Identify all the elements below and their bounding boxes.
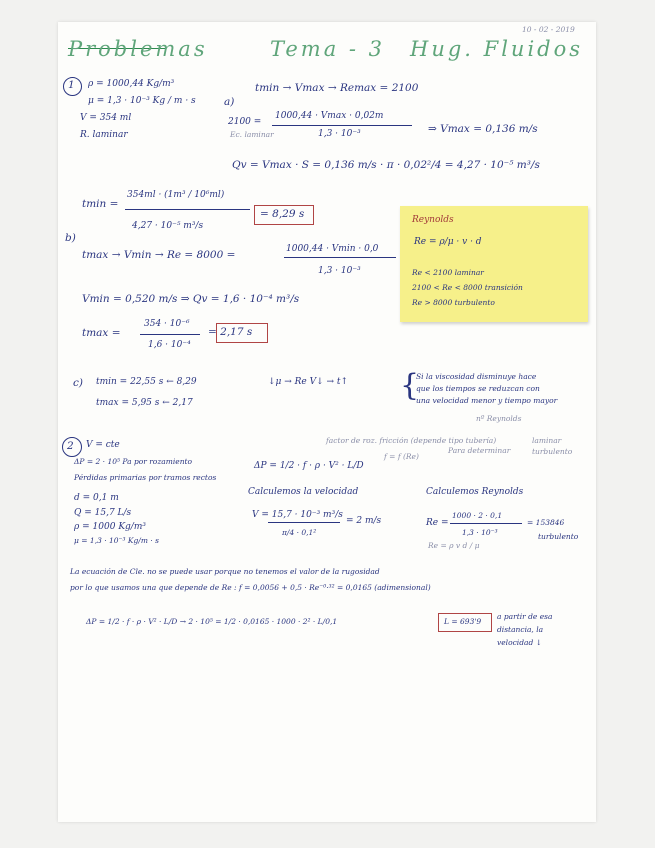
tmin-lhs: tmin = bbox=[82, 198, 119, 210]
p2-note-reynolds: nº Reynolds bbox=[476, 414, 522, 423]
reynolds-num: 1000 · 2 · 0,1 bbox=[452, 511, 503, 520]
tmax-num: 354 · 10⁻⁶ bbox=[144, 319, 190, 329]
part-a-label: a) bbox=[224, 96, 235, 108]
tmin-num: 354ml · (1m³ / 10⁶ml) bbox=[127, 190, 225, 200]
velocity-num: V = 15,7 · 10⁻³ m³/s bbox=[252, 510, 343, 520]
reynolds-den: 1,3 · 10⁻³ bbox=[462, 528, 498, 537]
part-c-label: c) bbox=[73, 377, 83, 389]
p2-note-determine: Para determinar bbox=[448, 446, 511, 455]
problem-1-number: 1 bbox=[68, 79, 75, 91]
p2-note-laminar: laminar bbox=[532, 436, 562, 445]
part-a-flow-rate: Qv = Vmax · S = 0,136 m/s · π · 0,02²/4 = 4,27 · 10⁻⁵ m³/s bbox=[232, 159, 540, 171]
part-a-eq-den: 1,3 · 10⁻³ bbox=[318, 129, 361, 139]
reynolds-fraction-line bbox=[450, 523, 522, 524]
velocity-result: = 2 m/s bbox=[346, 516, 382, 526]
p2-note-f-re: f = f (Re) bbox=[384, 452, 419, 461]
given-density: ρ = 1000,44 Kg/m³ bbox=[88, 79, 175, 89]
p2-given-pressure: ΔP = 2 · 10⁵ Pa por rozamiento bbox=[74, 457, 193, 466]
final-note-1: a partir de esa bbox=[497, 612, 553, 621]
tmin-den: 4,27 · 10⁻⁵ m³/s bbox=[132, 221, 204, 231]
final-equation: ΔP = 1/2 · f · ρ · V² · L/D → 2 · 10⁵ = 1/2 · 0,0165 · 1000 · 2² · L/0,1 bbox=[86, 617, 338, 626]
tmax-den: 1,6 · 10⁻⁴ bbox=[148, 340, 191, 350]
reynolds-title: Calculemos Reynolds bbox=[426, 487, 524, 497]
sticky-laminar: Re < 2100 laminar bbox=[412, 268, 484, 277]
part-b-fraction-line bbox=[284, 257, 396, 258]
final-note-2: distancia, la bbox=[497, 625, 544, 634]
p2-given-viscosity: μ = 1,3 · 10⁻³ Kg/m · s bbox=[74, 536, 159, 545]
p2-given-losses: Pérdidas primarias por tramos rectos bbox=[74, 473, 217, 482]
sticky-title: Reynolds bbox=[412, 215, 454, 225]
tmax-result: = 2,17 s bbox=[208, 326, 253, 338]
given-viscosity: μ = 1,3 · 10⁻³ Kg / m · s bbox=[88, 96, 196, 106]
part-b-den: 1,3 · 10⁻³ bbox=[318, 266, 361, 276]
part-c-comment-3: una velocidad menor y tiempo mayor bbox=[416, 396, 558, 405]
p2-given-velocity: V = cte bbox=[86, 440, 120, 450]
part-b-line1: tmax → Vmin → Re = 8000 = bbox=[82, 249, 236, 261]
page-subtitle: Tema - 3 bbox=[270, 37, 386, 61]
part-b-label: b) bbox=[65, 232, 76, 244]
tmin-result: = 8,29 s bbox=[260, 208, 305, 220]
part-a-eq-note: Ec. laminar bbox=[230, 130, 274, 139]
p2-dp-formula: ΔP = 1/2 · f · ρ · V² · L/D bbox=[254, 461, 364, 471]
p2-given-density: ρ = 1000 Kg/m³ bbox=[74, 522, 146, 532]
problem-2-number: 2 bbox=[67, 440, 74, 452]
final-result: L = 693'9 bbox=[444, 617, 482, 626]
p2-text-line-2: por lo que usamos una que depende de Re : f = 0,0056 + 0,5 · Re⁻⁰·³² = 0,0165 (adimensional) bbox=[70, 583, 431, 592]
part-a-vmax-result: ⇒ Vmax = 0,136 m/s bbox=[428, 123, 538, 135]
reynolds-result: = 153846 bbox=[527, 518, 565, 527]
part-c-comment-2: que los tiempos se reduzcan con bbox=[416, 384, 540, 393]
part-a-fraction-line bbox=[272, 125, 412, 126]
reynolds-turbulent: turbulento bbox=[538, 532, 579, 541]
tmax-fraction-line bbox=[140, 334, 200, 335]
part-b-num: 1000,44 · Vmin · 0,0 bbox=[286, 244, 379, 254]
given-volume: V = 354 ml bbox=[80, 113, 132, 123]
reynolds-sticky-note bbox=[400, 206, 588, 322]
given-regime: R. laminar bbox=[80, 130, 128, 140]
part-a-eq-num: 1000,44 · Vmax · 0,02m bbox=[275, 111, 384, 121]
tmin-fraction-line bbox=[125, 209, 250, 210]
part-c-tmax: tmax = 5,95 s ← 2,17 bbox=[96, 398, 193, 408]
part-c-brace: { bbox=[400, 368, 420, 403]
part-c-comment-1: Si la viscosidad disminuye hace bbox=[416, 372, 537, 381]
tmax-lhs: tmax = bbox=[82, 327, 121, 339]
part-a-eq-lhs: 2100 = bbox=[228, 117, 262, 127]
reynolds-formula-note: Re = ρ v d / μ bbox=[428, 541, 480, 550]
page-date: 10 - 02 - 2019 bbox=[522, 25, 575, 34]
reynolds-lhs: Re = bbox=[426, 518, 449, 528]
p2-given-flow: Q = 15,7 L/s bbox=[74, 508, 132, 518]
page-topic: Hug. Fluidos bbox=[410, 37, 584, 61]
part-c-tmin: tmin = 22,55 s ← 8,29 bbox=[96, 377, 197, 387]
part-c-arrow: ↓μ → Re V↓ → t↑ bbox=[268, 377, 349, 387]
sticky-transition: 2100 < Re < 8000 transición bbox=[412, 283, 523, 292]
p2-text-line-1: La ecuación de Cle. no se puede usar porque no tenemos el valor de la rugosidad bbox=[70, 567, 380, 576]
part-b-vmin: Vmin = 0,520 m/s ⇒ Qv = 1,6 · 10⁻⁴ m³/s bbox=[82, 293, 300, 305]
velocity-title: Calculemos la velocidad bbox=[248, 487, 359, 497]
page-title: Problemas bbox=[68, 37, 208, 61]
p2-note-turbulent: turbulento bbox=[532, 447, 573, 456]
sticky-formula: Re = ρ/μ · v · d bbox=[414, 237, 482, 247]
part-a-line1: tmin → Vmax → Remax = 2100 bbox=[255, 82, 419, 94]
velocity-fraction-line bbox=[268, 522, 340, 523]
sticky-turbulent: Re > 8000 turbulento bbox=[412, 298, 495, 307]
final-note-3: velocidad ↓ bbox=[497, 638, 542, 647]
p2-note-friction: factor de roz. fricción (depende tipo tubería) bbox=[326, 436, 497, 445]
p2-given-diameter: d = 0,1 m bbox=[74, 493, 119, 503]
velocity-den: π/4 · 0,1² bbox=[282, 528, 317, 537]
